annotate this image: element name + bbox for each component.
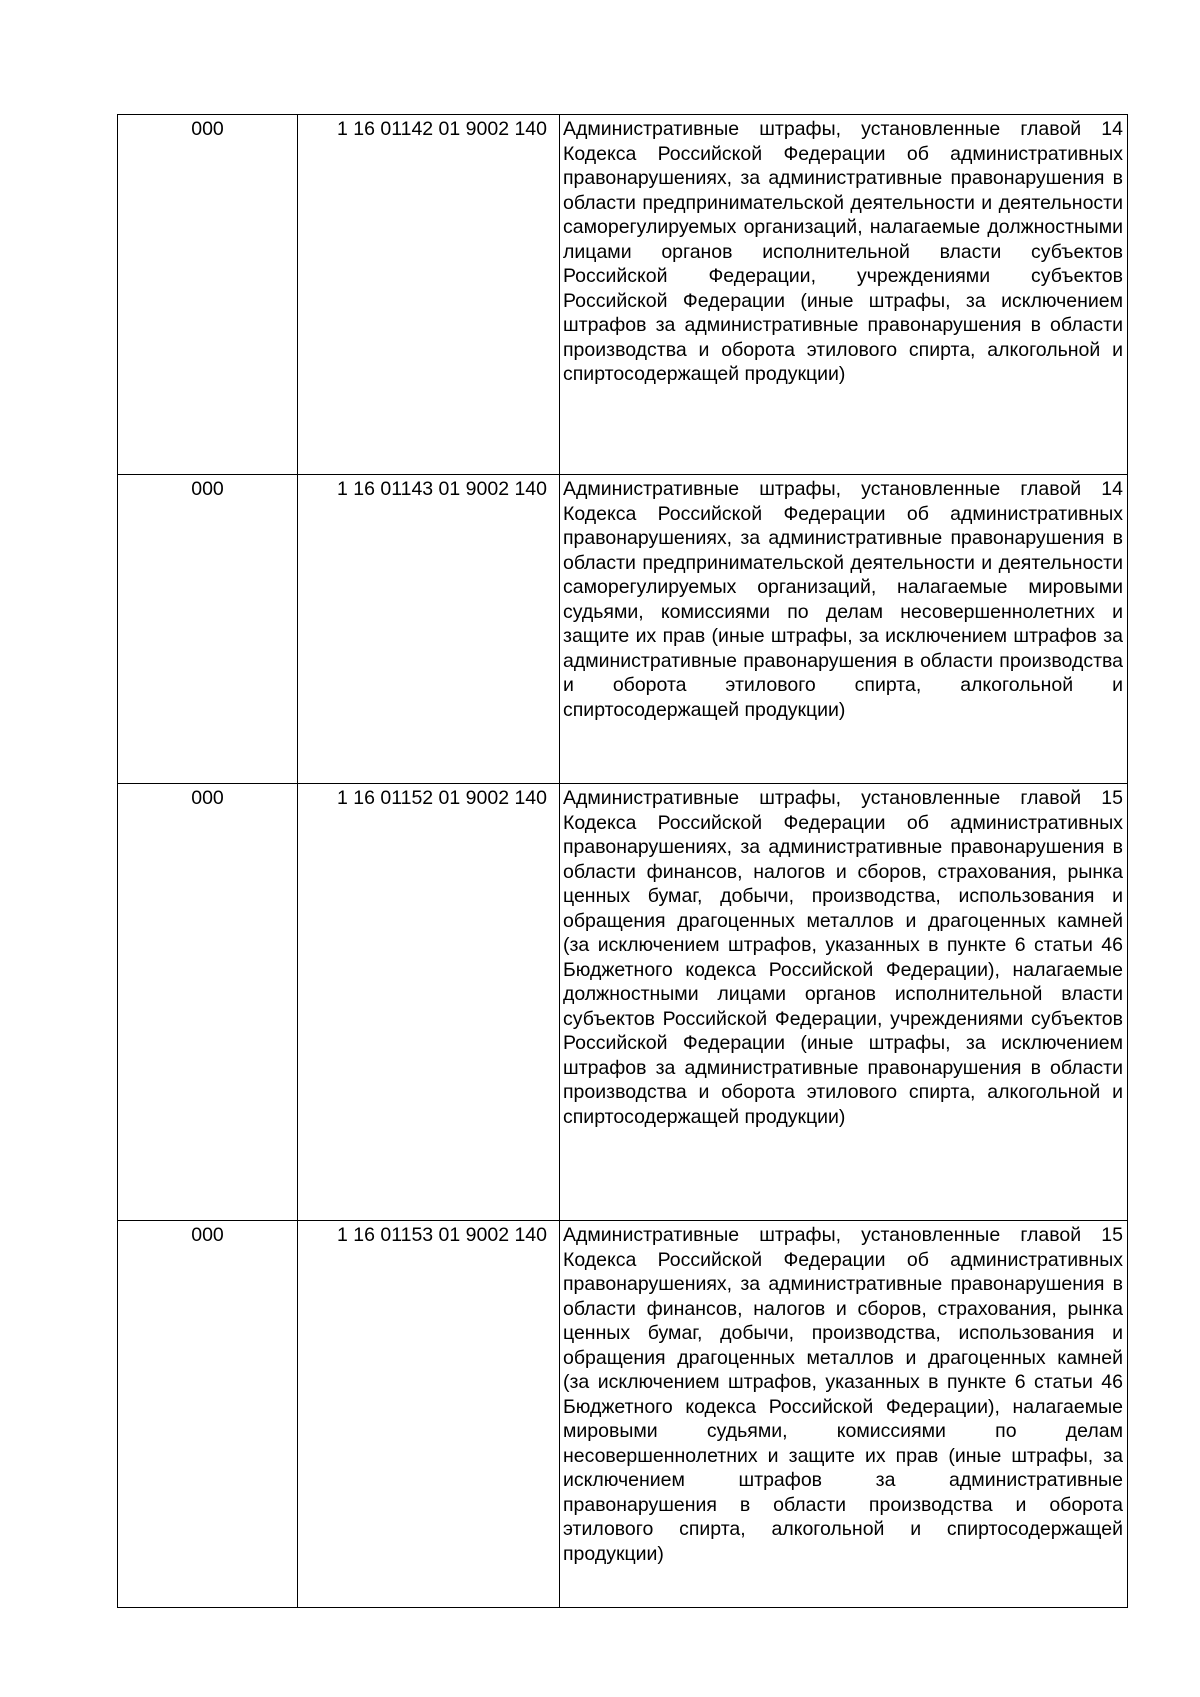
budget-codes-table (117, 114, 1128, 1608)
table-row (118, 475, 1128, 784)
table-row (118, 1221, 1128, 1608)
table-row (118, 115, 1128, 475)
budget-code-cell: 1 16 01142 01 9002 140 (298, 115, 560, 475)
description-cell: Административные штрафы, установленные главой 14 Кодекса Российской Федерации об административных правонарушениях, за административные правонарушения в области предпринимательской деятельности и деятельности саморегулируемых организаций, налагаемые должностными лицами органов исполнительной власти субъектов Российской Федерации, учреждениями субъектов Российской Федерации (иные штрафы, за исключением штрафов за административные правонарушения в области производства и оборота этилового спирта, алкогольной и спиртосодержащей продукции) (560, 115, 1128, 475)
description-cell: Административные штрафы, установленные главой 15 Кодекса Российской Федерации об административных правонарушениях, за административные правонарушения в области финансов, налогов и сборов, страхования, рынка ценных бумаг, добычи, производства, использования и обращения драгоценных металлов и драгоценных камней (за исключением штрафов, указанных в пункте 6 статьи 46 Бюджетного кодекса Российской Федерации), налагаемые мировыми судьями, комиссиями по делам несовершеннолетних и защите их прав (иные штрафы, за исключением штрафов за административные правонарушения в области производства и оборота этилового спирта, алкогольной и спиртосодержащей продукции) (560, 1221, 1128, 1608)
admin-code-cell: 000 (118, 475, 298, 784)
admin-code-cell: 000 (118, 1221, 298, 1608)
budget-code-cell: 1 16 01152 01 9002 140 (298, 784, 560, 1221)
description-cell: Административные штрафы, установленные главой 15 Кодекса Российской Федерации об административных правонарушениях, за административные правонарушения в области финансов, налогов и сборов, страхования, рынка ценных бумаг, добычи, производства, использования и обращения драгоценных металлов и драгоценных камней (за исключением штрафов, указанных в пункте 6 статьи 46 Бюджетного кодекса Российской Федерации), налагаемые должностными лицами органов исполнительной власти субъектов Российской Федерации, учреждениями субъектов Российской Федерации (иные штрафы, за исключением штрафов за административные правонарушения в области производства и оборота этилового спирта, алкогольной и спиртосодержащей продукции) (560, 784, 1128, 1221)
description-cell: Административные штрафы, установленные главой 14 Кодекса Российской Федерации об административных правонарушениях, за административные правонарушения в области предпринимательской деятельности и деятельности саморегулируемых организаций, налагаемые мировыми судьями, комиссиями по делам несовершеннолетних и защите их прав (иные штрафы, за исключением штрафов за административные правонарушения в области производства и оборота этилового спирта, алкогольной и спиртосодержащей продукции) (560, 475, 1128, 784)
budget-code-cell: 1 16 01143 01 9002 140 (298, 475, 560, 784)
budget-code-cell: 1 16 01153 01 9002 140 (298, 1221, 560, 1608)
admin-code-cell: 000 (118, 784, 298, 1221)
admin-code-cell: 000 (118, 115, 298, 475)
table-row (118, 784, 1128, 1221)
